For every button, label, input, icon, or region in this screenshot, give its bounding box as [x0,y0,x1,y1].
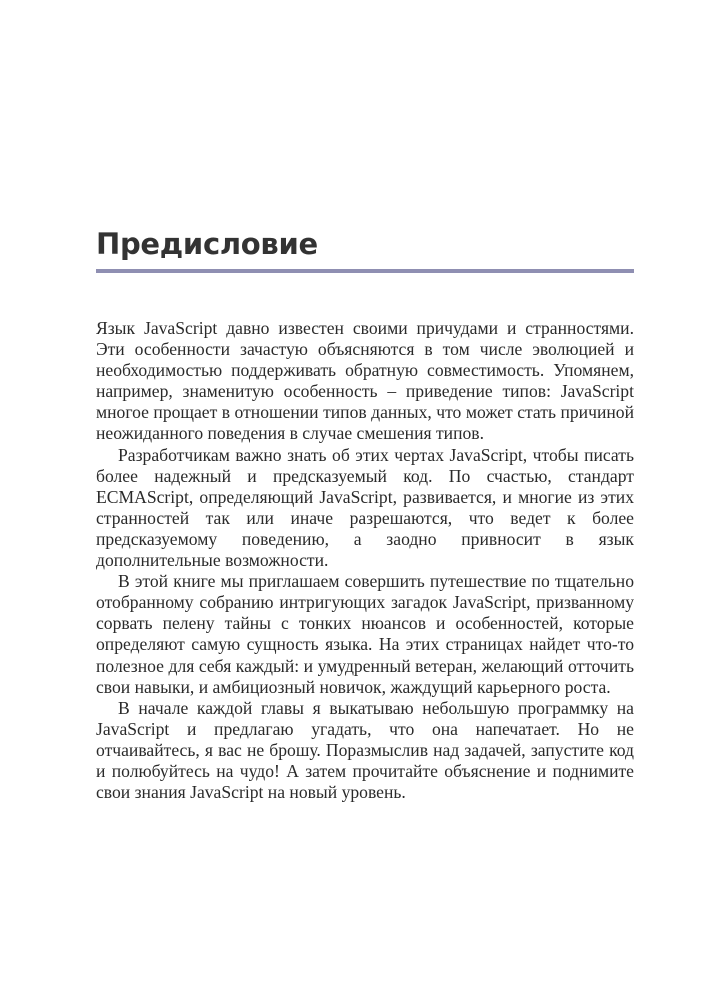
title-underline-rule [96,269,634,273]
paragraph: В начале каждой главы я выкатываю небольшую программку на JavaScript и предлагаю угадать, что она напечатает. Но не отчаивайтесь, я вас не брошу. Поразмыслив над задачей, запустите код и полюбуйтесь на чудо! А затем прочитайте объяснение и поднимите свои знания JavaScript на новый уровень. [96,697,634,803]
paragraph: В этой книге мы приглашаем совершить путешествие по тщательно отобранному собранию интригующих загадок JavaScript, призванному сорвать пелену тайны с тонких нюансов и особенностей, которые определяют самую сущность языка. На этих страницах найдет что-то полезное для себя каждый: и умудренный ветеран, желающий отточить свои навыки, и амбициозный новичок, жаждущий карьерного роста. [96,571,634,697]
paragraph: Язык JavaScript давно известен своими причудами и странностями. Эти особенности зачастую объясняются в том числе эволюцией и необходимостью поддерживать обратную совместимость. Упомянем, например, знаменитую особенность – приведение типов: JavaScript многое прощает в отношении типов данных, что может стать причиной неожиданного поведения в случае смешения типов. [96,318,634,444]
chapter-title: Предисловие [96,227,318,261]
paragraph: Разработчикам важно знать об этих чертах JavaScript, чтобы писать более надежный и предсказуемый код. По счастью, стандарт ECMAScript, определяющий JavaScript, развивается, и многие из этих странностей так или иначе разрешаются, что ведет к более предсказуемому поведению, а заодно привносит в язык дополнительные возможности. [96,444,634,571]
chapter-body [96,318,634,803]
